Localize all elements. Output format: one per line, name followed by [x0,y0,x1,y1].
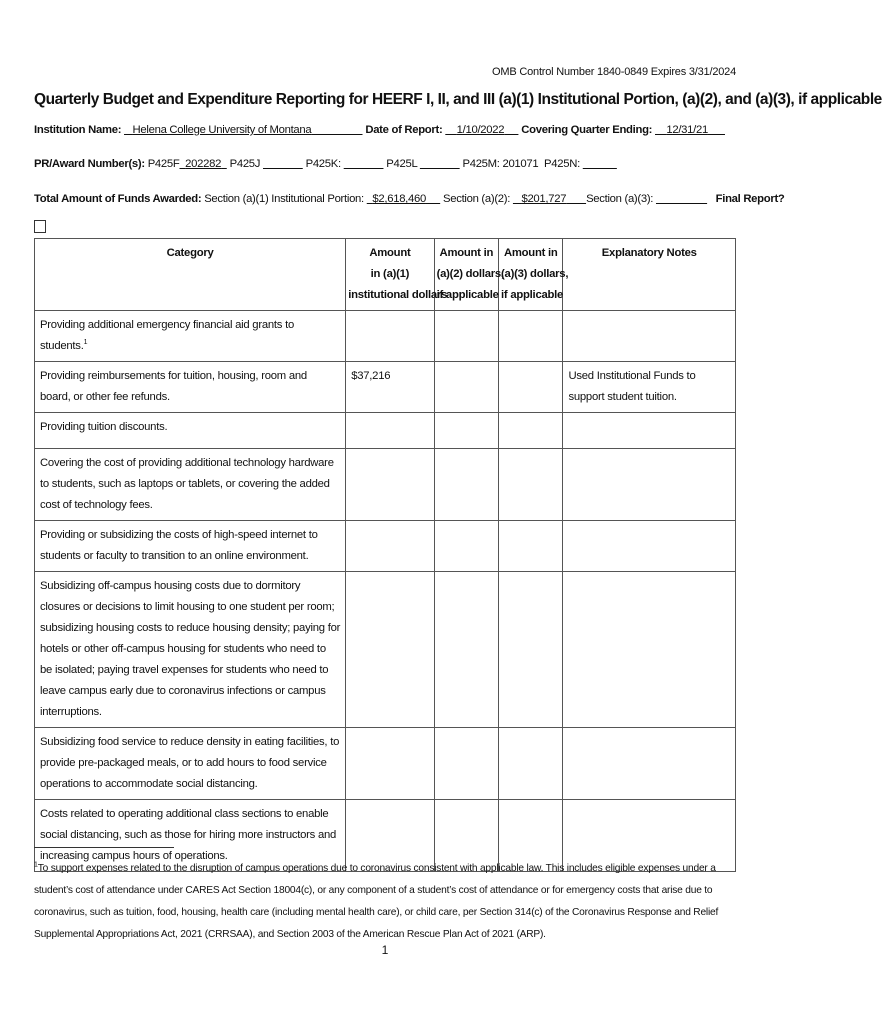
row-notes[interactable] [563,413,736,449]
row-a3-amount[interactable] [499,413,563,449]
row-a2-amount[interactable] [434,362,498,413]
a2-header-line-2: (a)(2) dollars, [436,268,504,280]
footnote-text: To support expenses related to the disruption of campus operations due to coronavirus consistent with applicable law. This includes eligible expenses under a student’s cost of attendance under CARES Act Section 18004(c), or any component of a student’s cost of attendance or for emergency costs that arise due to coronavirus, such as tuition, food, housing, health care (including mental health care), or child care, per Section 314(c) of the Coronavirus Response and Relief Supplemental Appropriations Act, 2021 (CRRSAA), and Section 2003 of the American Rescue Plan Act of 2021 (ARP). [34,863,719,940]
page-number: 1 [381,943,389,957]
row-a2-amount[interactable] [434,572,498,728]
row-a1-amount[interactable] [346,728,434,800]
row-category: Subsidizing food service to reduce density in eating facilities, to provide pre-packaged meals, or to add hours to food service operations to accommodate social distancing. [35,728,346,800]
footnote-divider [34,847,174,848]
row-a3-amount[interactable] [499,572,563,728]
row-notes[interactable]: Used Institutional Funds to support student tuition. [563,362,736,413]
table-row [35,728,736,800]
institution-line: Institution Name: Helena College University of Montana Date of Report: 1/10/2022 Covering Quarter Ending: 12/31/21 [34,124,725,136]
a3-section-field[interactable] [656,193,707,205]
expenditure-table [34,238,736,872]
table-row [35,413,736,449]
final-report-label: Final Report? [715,193,785,205]
date-of-report-value: 1/10/2022 [456,124,505,136]
funds-awarded-line [34,193,785,205]
row-a2-amount[interactable] [434,728,498,800]
a2-amount-header [434,239,504,311]
a1-portion-field[interactable] [367,193,440,205]
a3-header-line-3: if applicable [501,289,564,301]
quarter-ending-value: 12/31/21 [666,124,708,136]
final-report-checkbox[interactable] [34,220,46,233]
p425j-field[interactable] [263,158,303,170]
row-category: Covering the cost of providing additional technology hardware to students, such as laptops or tablets, or covering the added cost of technology fees. [35,449,346,521]
row-category: Subsidizing off-campus housing costs due to dormitory closures or decisions to limit housing to one student per room; subsidizing housing costs to reduce housing density; paying for hotels or other off-campus housing for students who need to be isolated; paying travel expenses for students who need to leave campus early due to coronavirus infections or campus interruptions. [35,572,346,728]
date-of-report-field[interactable] [445,124,518,136]
a1-portion-value: $2,618,460 [372,193,426,205]
a3-amount-header [499,239,569,311]
row-a3-amount[interactable] [499,449,563,521]
row-notes[interactable] [563,311,736,362]
row-a1-amount[interactable] [346,572,434,728]
a2-section-label: Section (a)(2): [443,193,511,205]
institution-name-label: Institution Name [34,124,118,136]
quarter-ending-label: Covering Quarter Ending: [521,124,653,136]
a1-portion-label: Section (a)(1) Institutional Portion: [204,193,364,205]
date-of-report-label: Date of Report [365,124,439,136]
table-header-row [35,239,736,311]
explanatory-notes-header: Explanatory Notes [563,239,736,311]
row-notes[interactable] [563,728,736,800]
a1-header-line-1: Amount [369,247,411,259]
footnote-mark: 1 [34,861,38,869]
award-numbers-line [34,158,617,170]
row-notes[interactable] [563,521,736,572]
row-a2-amount[interactable] [434,311,498,362]
a1-header-line-3: institutional dollars [348,289,448,301]
a2-section-value: $201,727 [521,193,567,205]
p425k-label: P425K: [305,158,341,170]
page-title: Quarterly Budget and Expenditure Reporting for HEERF I, II, and III (a)(1) Institutional Portion, (a)(2), and (a)(3), if applicable [34,91,882,108]
award-numbers-label: PR/Award Number(s): [34,158,145,170]
row-a3-amount[interactable] [499,311,563,362]
row-a2-amount[interactable] [434,449,498,521]
a1-header-line-2: in (a)(1) [370,268,410,280]
quarter-ending-field[interactable] [655,124,725,136]
row-category: Costs related to operating additional class sections to enable social distancing, such as those for hiring more instructors and increasing campus hours of operations. [35,800,346,872]
row-category: Providing tuition discounts. [35,413,346,449]
row-category: Providing or subsidizing the costs of high-speed internet to students or faculty to transition to an online environment. [35,521,346,572]
a3-header-line-2: (a)(3) dollars, [501,268,569,280]
a2-header-line-1: Amount in [439,247,494,259]
p425f-label: P425F [147,158,180,170]
institution-name-value: Helena College University of Montana [132,124,312,136]
p425l-field[interactable] [420,158,460,170]
row-a3-amount[interactable] [499,728,563,800]
table-row [35,521,736,572]
omb-control-number: OMB Control Number 1840-0849 Expires 3/31/2024 [492,66,736,78]
row-notes[interactable] [563,572,736,728]
row-category-text: Providing additional emergency financial aid grants to students. [40,319,295,352]
footnote [34,858,739,946]
table-row [35,311,736,362]
a3-section-label: Section (a)(3): [586,193,654,205]
footnote-ref: 1 [83,339,88,347]
table-row [35,449,736,521]
a2-header-line-3: if applicable [436,289,499,301]
table-row [35,362,736,413]
p425j-label: P425J [229,158,261,170]
table-row [35,572,736,728]
row-a1-amount[interactable]: $37,216 [346,362,434,413]
p425n-label: P425N: [544,158,580,170]
row-a1-amount[interactable] [346,521,434,572]
institution-name-field[interactable] [124,124,362,136]
a2-section-field[interactable] [513,193,586,205]
p425f-field[interactable] [179,158,226,170]
p425m-label: P425M: 201071 [462,158,539,170]
row-a2-amount[interactable] [434,521,498,572]
row-a1-amount[interactable] [346,413,434,449]
a1-amount-header [346,239,448,311]
row-a3-amount[interactable] [499,362,563,413]
row-category [35,311,346,362]
row-a1-amount[interactable] [346,311,434,362]
row-a2-amount[interactable] [434,413,498,449]
row-a1-amount[interactable] [346,449,434,521]
row-a3-amount[interactable] [499,521,563,572]
p425k-field[interactable] [344,158,384,170]
row-notes[interactable] [563,449,736,521]
row-category: Providing reimbursements for tuition, housing, room and board, or other fee refunds. [35,362,346,413]
funds-awarded-label: Total Amount of Funds Awarded: [34,193,202,205]
category-header: Category [35,239,346,311]
p425n-field[interactable] [583,158,617,170]
p425l-label: P425L [386,158,418,170]
p425f-value: 202282 [185,158,222,170]
a3-header-line-1: Amount in [503,247,558,259]
